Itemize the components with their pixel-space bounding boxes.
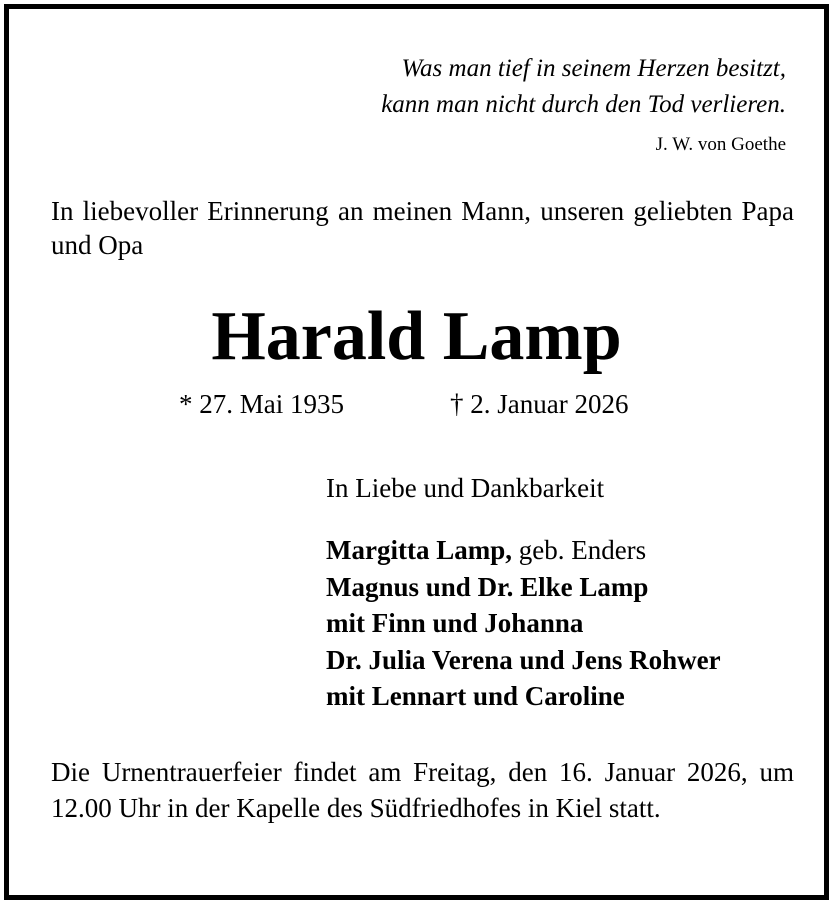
funeral-service-text: Die Urnentrauerfeier findet am Freitag, den 16. Januar 2026, um 12.00 Uhr in der Kapelle des Südfriedhofes in Kiel statt. [51, 757, 794, 823]
mourners-list [326, 532, 721, 715]
deceased-name: Harald Lamp [211, 298, 622, 375]
intro-text: In liebevoller Erinnerung an meinen Mann, unseren geliebten Papa und Opa [51, 196, 794, 260]
mourner-line-5: mit Lennart und Caroline [326, 681, 625, 711]
mourner-line-3: mit Finn und Johanna [326, 608, 584, 638]
quote [381, 51, 786, 123]
mourner-line-4: Dr. Julia Verena und Jens Rohwer [326, 644, 721, 675]
quote-author: J. W. von Goethe [655, 134, 786, 155]
quote-line-2: kann man nicht durch den Tod verlieren. [381, 91, 786, 118]
birth-date: * 27. Mai 1935 [179, 389, 344, 419]
thanks-line: In Liebe und Dankbarkeit [326, 473, 605, 503]
death-date: † 2. Januar 2026 [450, 389, 629, 419]
mourner-birth-name: geb. Enders [511, 535, 647, 565]
obituary-frame [4, 4, 829, 900]
mourner-line-1 [326, 532, 721, 569]
mourner-name-1: Margitta Lamp, [326, 535, 512, 565]
mourner-line-2: Magnus und Dr. Elke Lamp [326, 571, 649, 602]
quote-line-1: Was man tief in seinem Herzen besitzt, [401, 55, 786, 82]
